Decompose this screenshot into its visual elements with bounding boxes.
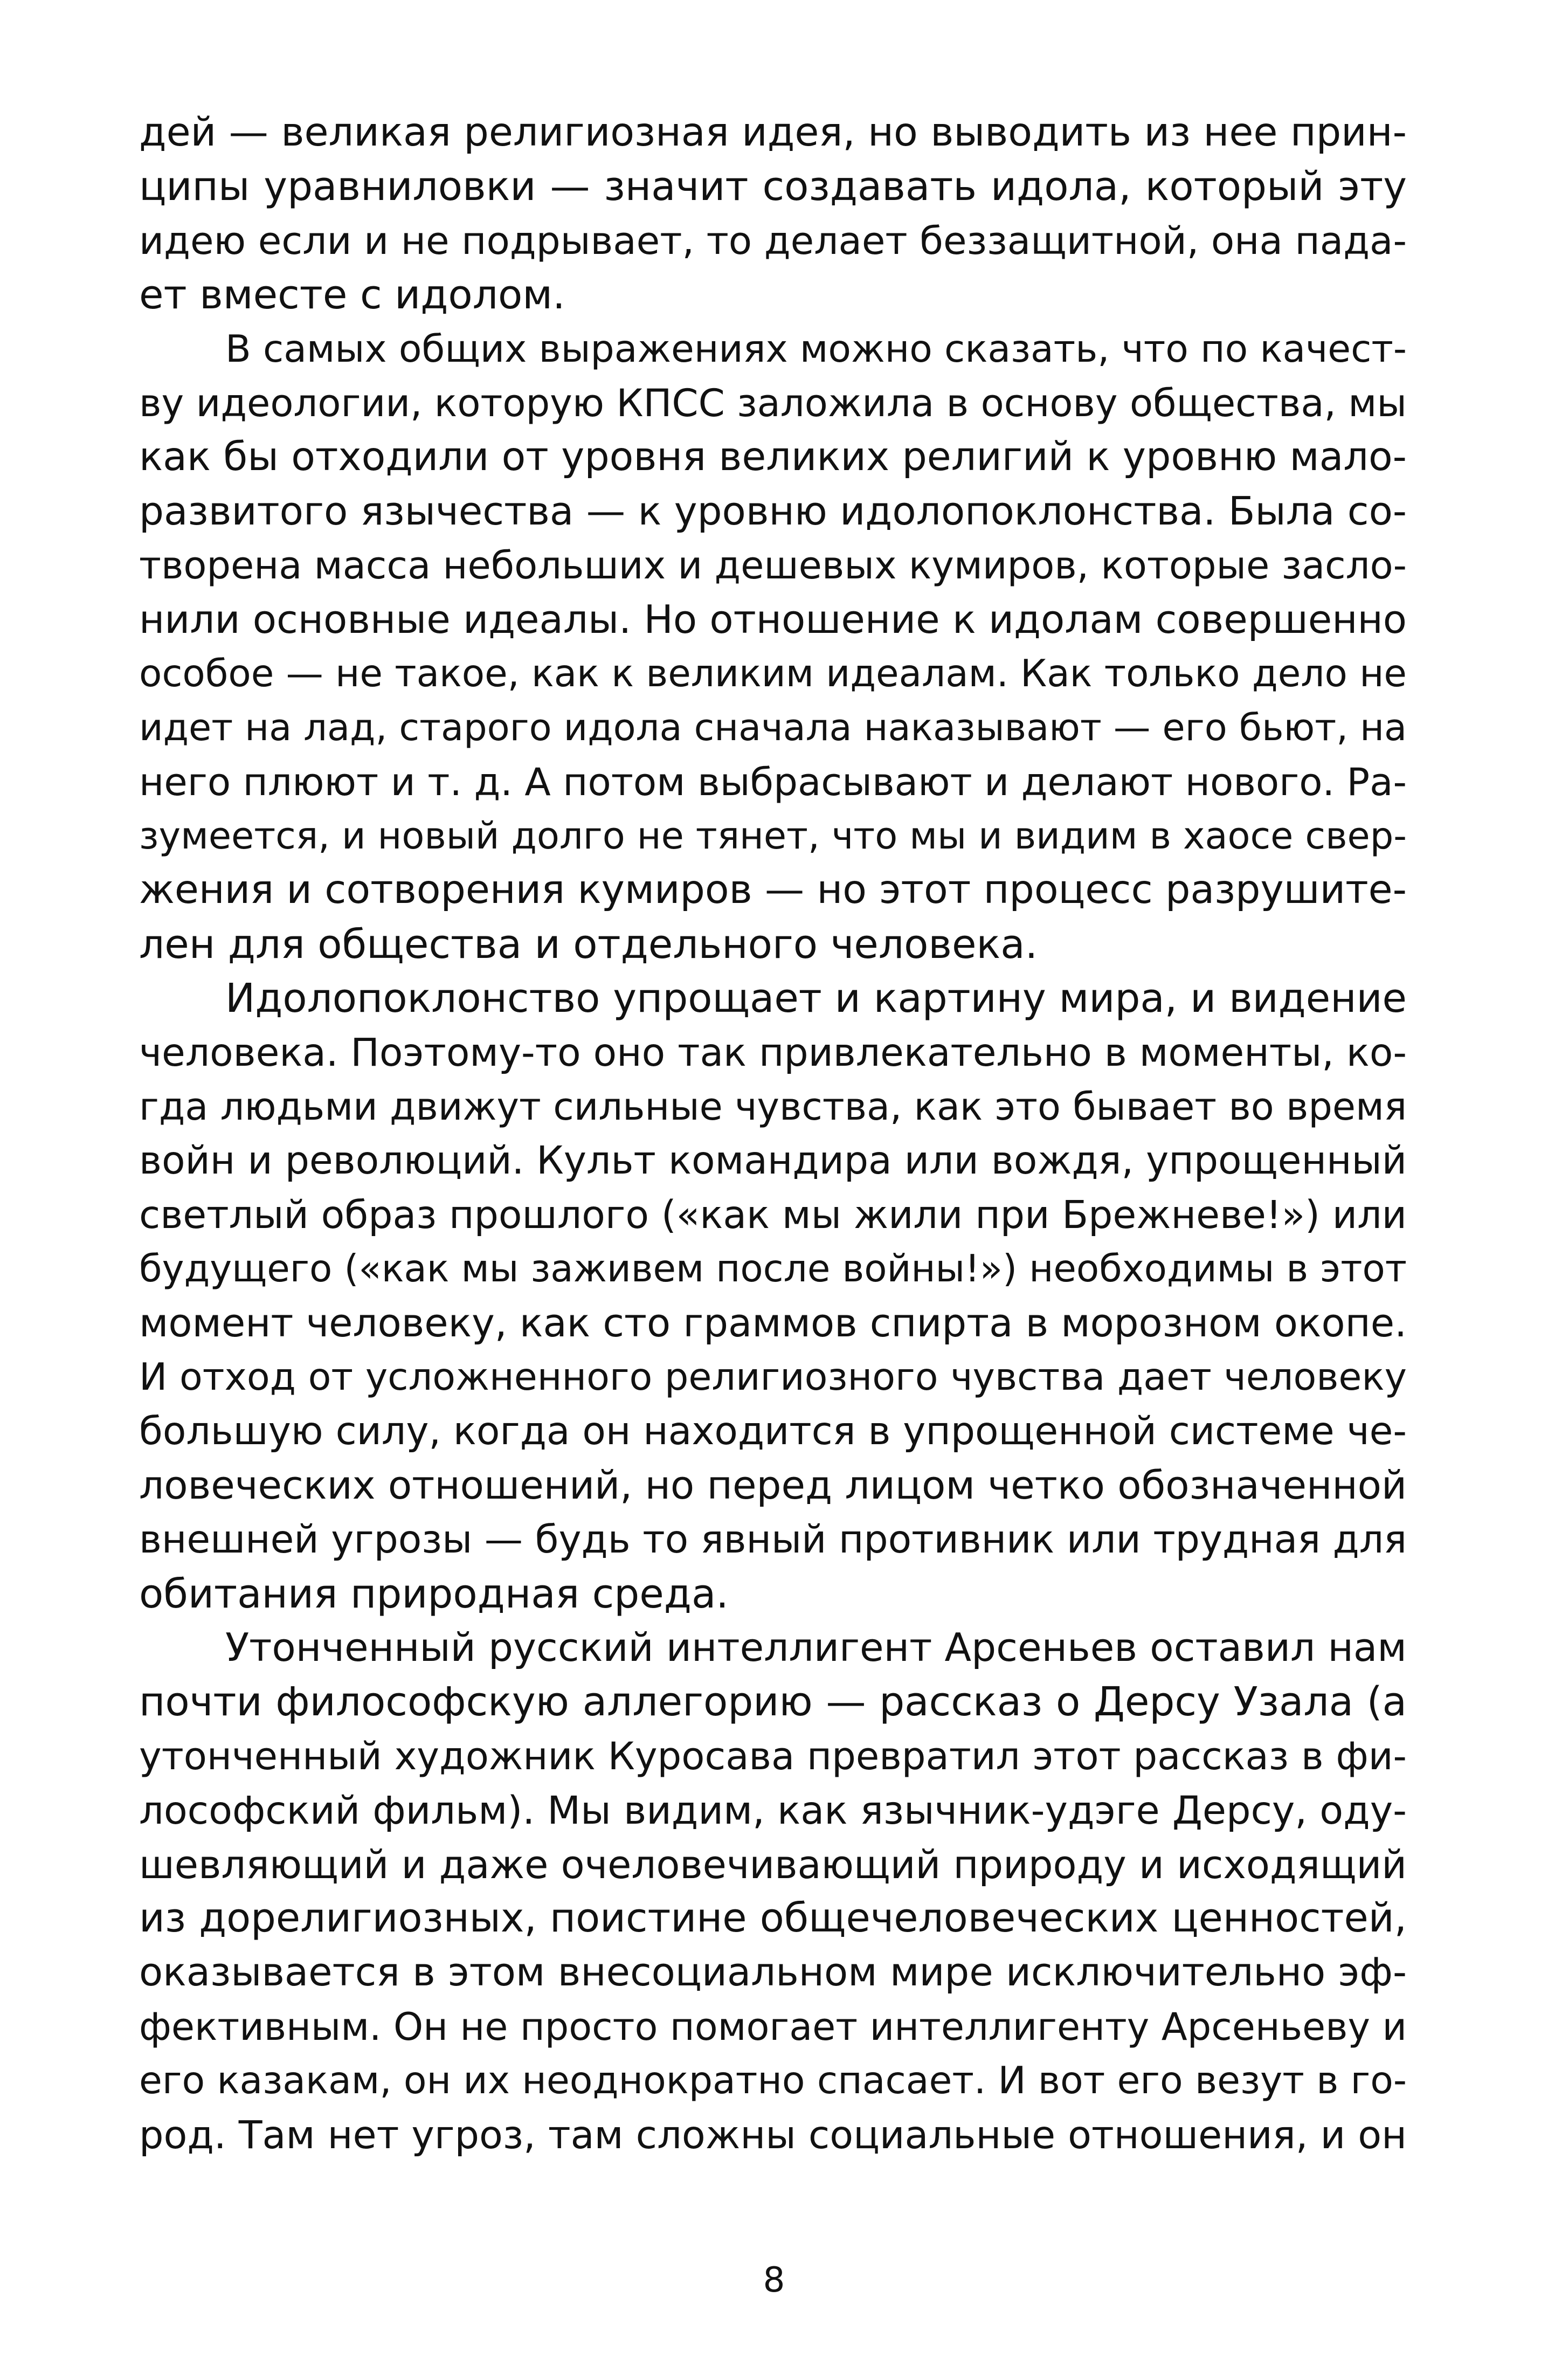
text-line: момент человеку, как сто граммов спирта в морозном окопе. bbox=[139, 1300, 1407, 1346]
text-line: нили основные идеалы. Но отношение к идолам совершенно bbox=[139, 597, 1407, 643]
text-line: утонченный художник Куросава превратил этот рассказ в фи- bbox=[139, 1734, 1407, 1778]
text-line: зумеется, и новый долго не тянет, что мы и видим в хаосе свер- bbox=[139, 815, 1407, 858]
text-line: жения и сотворения кумиров — но этот процесс разрушите- bbox=[139, 867, 1407, 913]
text-line: внешней угрозы — будь то явный противник или трудная для bbox=[139, 1517, 1407, 1562]
text-line: ципы уравниловки — значит создавать идола, который эту bbox=[139, 163, 1407, 210]
text-line: его казакам, он их неоднократно спасает. И вот его везут в го- bbox=[139, 2059, 1407, 2103]
text-line: светлый образ прошлого («как мы жили при Брежневе!») или bbox=[139, 1192, 1407, 1237]
paragraph bbox=[139, 106, 1407, 322]
text-line: него плюют и т. д. А потом выбрасывают и делают нового. Ра- bbox=[139, 759, 1407, 804]
text-line: развитого язычества — к уровню идолопоклонства. Была со- bbox=[139, 488, 1407, 534]
text-line: творена масса небольших и дешевых кумиров, которые засло- bbox=[139, 543, 1407, 588]
text-line: лен для общества и отдельного человека. bbox=[139, 921, 1038, 968]
text-line: особое — не такое, как к великим идеалам. Как только дело не bbox=[139, 652, 1407, 695]
text-line: идет на лад, старого идола сначала наказывают — его бьют, на bbox=[139, 706, 1407, 750]
text-line: Утонченный русский интеллигент Арсеньев оставил нам bbox=[225, 1625, 1407, 1671]
page-number: 8 bbox=[763, 2260, 785, 2300]
text-line: войн и революций. Культ командира или вождя, упрощенный bbox=[139, 1138, 1407, 1183]
text-line: ловеческих отношений, но перед лицом четко обозначенной bbox=[139, 1463, 1407, 1508]
text-line: из дорелигиозных, поистине общечеловеческих ценностей, bbox=[139, 1895, 1407, 1941]
text-line: как бы отходили от уровня великих религий к уровню мало- bbox=[139, 434, 1407, 480]
text-line: гда людьми движут сильные чувства, как это бывает во время bbox=[139, 1085, 1407, 1129]
text-line: И отход от усложненного религиозного чувства дает человеку bbox=[139, 1355, 1407, 1399]
text-line: обитания природная среда. bbox=[139, 1570, 729, 1617]
text-line: большую силу, когда он находится в упрощенной системе че- bbox=[139, 1409, 1407, 1454]
text-line: оказывается в этом внесоциальном мире исключительно эф- bbox=[139, 1950, 1407, 1996]
text-line: ет вместе с идолом. bbox=[139, 272, 565, 319]
text-line: будущего («как мы заживем после войны!») необходимы в этот bbox=[139, 1247, 1407, 1291]
text-line: род. Там нет угроз, там сложны социальные отношения, и он bbox=[139, 2112, 1407, 2158]
paragraph bbox=[139, 1621, 1407, 2162]
body-text bbox=[139, 106, 1407, 2162]
text-line: шевляющий и даже очеловечивающий природу и исходящий bbox=[139, 1841, 1407, 1887]
text-line: идею если и не подрывает, то делает беззащитной, она пада- bbox=[139, 218, 1407, 263]
text-line: В самых общих выражениях можно сказать, что по качест- bbox=[225, 327, 1407, 371]
text-line: ву идеологии, которую КПСС заложила в основу общества, мы bbox=[139, 381, 1407, 425]
text-line: Идолопоклонство упрощает и картину мира, и видение bbox=[225, 975, 1407, 1022]
paragraph bbox=[139, 971, 1407, 1621]
paragraph bbox=[139, 322, 1407, 972]
text-line: лософский фильм). Мы видим, как язычник-удэге Дерсу, оду- bbox=[139, 1788, 1407, 1833]
text-line: фективным. Он не просто помогает интеллигенту Арсеньеву и bbox=[139, 2004, 1407, 2049]
text-line: человека. Поэтому-то оно так привлекательно в моменты, ко- bbox=[139, 1030, 1407, 1075]
text-line: дей — великая религиозная идея, но выводить из нее прин- bbox=[139, 109, 1407, 155]
text-line: почти философскую аллегорию — рассказ о Дерсу Узала (а bbox=[139, 1679, 1407, 1726]
